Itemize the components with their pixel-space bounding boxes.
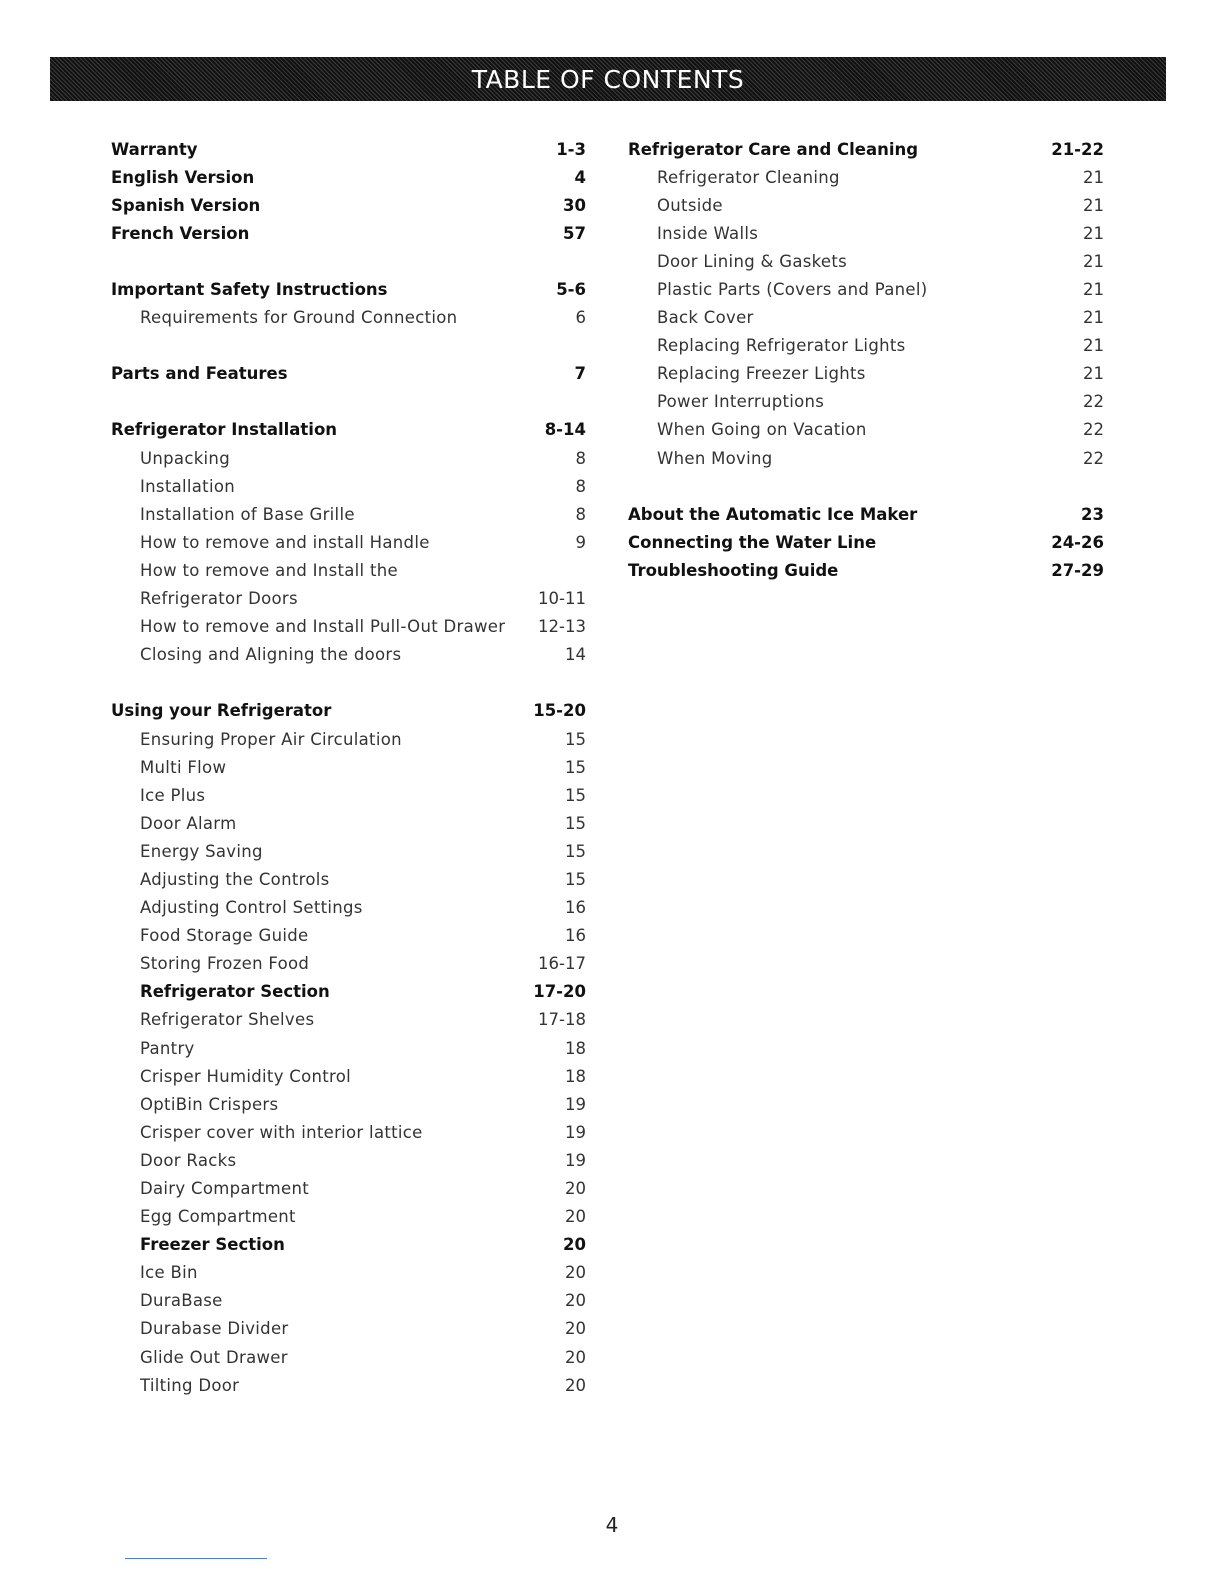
toc-section-entry [111,163,586,191]
toc-entry-title: Tilting Door [140,1375,240,1395]
toc-subentry [111,1174,586,1202]
toc-section-entry [628,528,1104,556]
toc-entry-page: 8 [575,476,586,496]
toc-subentry [111,950,586,978]
toc-entry-page: 18 [565,1066,586,1086]
toc-section-entry [111,135,586,163]
toc-entry-page: 7 [574,364,586,384]
toc-entry-title: Plastic Parts (Covers and Panel) [657,280,928,300]
toc-entry-page: 15 [565,785,586,805]
toc-entry-title: Ice Bin [140,1263,198,1283]
toc-subentry [111,753,586,781]
toc-entry-title: Energy Saving [140,841,263,861]
toc-entry-page: 19 [565,1094,586,1114]
toc-entry-page: 8-14 [544,420,586,440]
toc-entry-page: 24-26 [1051,532,1104,552]
page-number: 4 [605,1513,619,1537]
toc-entry-page: 15-20 [533,701,586,721]
toc-entry-title: Ensuring Proper Air Circulation [140,729,402,749]
toc-entry-title: Connecting the Water Line [628,532,877,552]
toc-subentry [628,191,1104,219]
toc-entry-page: 21 [1083,167,1104,187]
toc-entry-title: English Version [111,167,255,187]
toc-subentry [111,1287,586,1315]
toc-entry-title: Back Cover [657,308,754,328]
toc-entry-page: 8 [575,504,586,524]
toc-entry-page: 16 [565,926,586,946]
toc-entry-page: 6 [575,308,586,328]
toc-entry-page: 15 [565,869,586,889]
toc-subentry [628,444,1104,472]
toc-subentry [111,1090,586,1118]
toc-subentry [111,641,586,669]
toc-subentry [111,1006,586,1034]
toc-subentry [111,781,586,809]
toc-entry-title: When Going on Vacation [657,420,867,440]
toc-subentry [111,1259,586,1287]
toc-entry-page: 22 [1083,448,1104,468]
toc-subentry [111,1343,586,1371]
toc-entry-page: 30 [563,195,586,215]
toc-entry-title: Ice Plus [140,785,206,805]
toc-entry-page: 21 [1083,223,1104,243]
toc-entry-title: Durabase Divider [140,1319,289,1339]
toc-entry-title: About the Automatic Ice Maker [628,504,918,524]
toc-entry-title: Requirements for Ground Connection [140,308,458,328]
toc-entry-title: Replacing Freezer Lights [657,364,866,384]
toc-section-entry [628,556,1104,584]
toc-subentry [628,332,1104,360]
toc-entry-title: Storing Frozen Food [140,954,310,974]
toc-section-entry [111,219,586,247]
toc-subentry [111,1034,586,1062]
toc-section-entry [111,275,586,303]
toc-entry-page: 20 [565,1291,586,1311]
toc-entry-page: 19 [565,1150,586,1170]
toc-entry-title: Refrigerator Installation [111,420,338,440]
toc-spacer [628,472,1104,500]
toc-entry-page: 21 [1083,251,1104,271]
toc-entry-title: Adjusting the Controls [140,869,330,889]
toc-entry-page: 22 [1083,392,1104,412]
toc-entry-page: 20 [565,1375,586,1395]
toc-entry-title: Egg Compartment [140,1207,296,1227]
toc-entry-title: Crisper Humidity Control [140,1066,352,1086]
toc-entry-title: Warranty [111,139,198,159]
toc-subentry [628,275,1104,303]
toc-entry-title: Door Alarm [140,813,237,833]
toc-entry-page: 20 [563,1235,586,1255]
toc-entry-title: Refrigerator Cleaning [657,167,840,187]
toc-subentry [628,388,1104,416]
toc-entry-page: 17-20 [533,982,586,1002]
toc-entry-title: Dairy Compartment [140,1179,309,1199]
toc-subentry [111,1315,586,1343]
toc-right-column [628,135,1104,585]
toc-entry-title: Refrigerator Doors [140,589,298,609]
toc-entry-title: Glide Out Drawer [140,1347,288,1367]
toc-subentry [111,528,586,556]
toc-entry-page: 21 [1083,364,1104,384]
toc-subentry [111,444,586,472]
toc-entry-title: Installation [140,476,235,496]
toc-entry-title: Pantry [140,1038,195,1058]
toc-subsection-heading [111,1231,586,1259]
toc-section-entry [111,191,586,219]
toc-entry-page: 10-11 [538,589,586,609]
toc-spacer [111,247,586,275]
toc-entry-title: Adjusting Control Settings [140,898,363,918]
toc-entry-title: OptiBin Crispers [140,1094,279,1114]
toc-subentry [111,613,586,641]
toc-subentry [111,894,586,922]
toc-entry-page: 20 [565,1179,586,1199]
toc-entry-page: 15 [565,729,586,749]
toc-section-entry [111,360,586,388]
toc-entry-title: Inside Walls [657,223,759,243]
toc-subentry [111,837,586,865]
toc-entry-title: Replacing Refrigerator Lights [657,336,906,356]
toc-entry-title: Outside [657,195,723,215]
toc-entry-title: Crisper cover with interior lattice [140,1122,423,1142]
toc-section-entry [628,135,1104,163]
toc-entry-page: 8 [575,448,586,468]
toc-subentry [111,1118,586,1146]
toc-entry-page: 20 [565,1319,586,1339]
toc-subentry [111,1203,586,1231]
toc-subentry [111,472,586,500]
toc-entry-title: Closing and Aligning the doors [140,645,402,665]
toc-entry-title: Freezer Section [140,1235,285,1255]
toc-subentry [111,556,586,584]
toc-subentry [111,304,586,332]
toc-spacer [111,669,586,697]
toc-entry-title: DuraBase [140,1291,223,1311]
toc-entry-page: 5-6 [556,280,586,300]
toc-entry-page: 20 [565,1263,586,1283]
toc-entry-page: 23 [1081,504,1104,524]
toc-entry-page: 15 [565,813,586,833]
toc-section-entry [111,416,586,444]
toc-section-entry [111,697,586,725]
toc-entry-page: 16-17 [538,954,586,974]
toc-entry-title: Power Interruptions [657,392,825,412]
toc-banner [50,57,1166,101]
toc-subentry [111,865,586,893]
toc-entry-page: 18 [565,1038,586,1058]
toc-subentry [111,922,586,950]
toc-entry-title: Troubleshooting Guide [628,560,839,580]
toc-entry-page: 27-29 [1051,560,1104,580]
toc-entry-title: Using your Refrigerator [111,701,332,721]
toc-entry-page: 9 [575,532,586,552]
toc-entry-title: French Version [111,223,250,243]
toc-section-entry [628,500,1104,528]
toc-entry-page: 21-22 [1051,139,1104,159]
toc-entry-page: 20 [565,1347,586,1367]
toc-entry-title: Unpacking [140,448,230,468]
toc-entry-page: 1-3 [556,139,586,159]
toc-subentry [628,247,1104,275]
toc-entry-page: 19 [565,1122,586,1142]
toc-entry-page: 12-13 [538,617,586,637]
toc-entry-page: 21 [1083,195,1104,215]
toc-subsection-heading [111,978,586,1006]
toc-subentry [111,1146,586,1174]
toc-entry-title: Door Racks [140,1150,237,1170]
toc-entry-title: Important Safety Instructions [111,280,388,300]
toc-subentry [111,585,586,613]
toc-entry-title: Refrigerator Care and Cleaning [628,139,919,159]
toc-subentry [111,1371,586,1399]
toc-subentry [111,725,586,753]
toc-entry-page: 15 [565,757,586,777]
toc-spacer [111,332,586,360]
toc-subentry [111,1062,586,1090]
toc-entry-title: How to remove and Install Pull-Out Drawer [140,617,506,637]
blue-rule-line [125,1558,267,1559]
toc-entry-title: Door Lining & Gaskets [657,251,848,271]
toc-entry-page: 21 [1083,280,1104,300]
toc-entry-title: Refrigerator Section [140,982,330,1002]
toc-subentry [111,809,586,837]
toc-subentry [628,163,1104,191]
toc-entry-page: 16 [565,898,586,918]
toc-entry-title: When Moving [657,448,773,468]
toc-entry-title: Food Storage Guide [140,926,309,946]
toc-entry-page: 22 [1083,420,1104,440]
toc-subentry [628,416,1104,444]
toc-entry-page: 14 [565,645,586,665]
toc-subentry [628,219,1104,247]
toc-entry-title: Spanish Version [111,195,261,215]
toc-spacer [111,388,586,416]
toc-entry-page: 20 [565,1207,586,1227]
toc-entry-page: 17-18 [538,1010,586,1030]
toc-entry-page: 15 [565,841,586,861]
toc-entry-page: 21 [1083,336,1104,356]
toc-left-column [111,135,586,1399]
toc-subentry [628,360,1104,388]
toc-entry-page: 21 [1083,308,1104,328]
toc-entry-title: Multi Flow [140,757,227,777]
toc-subentry [111,500,586,528]
toc-entry-title: How to remove and Install the [140,560,398,580]
toc-entry-page: 57 [563,223,586,243]
toc-entry-title: Parts and Features [111,364,288,384]
page-title: TABLE OF CONTENTS [471,64,745,94]
toc-subentry [628,304,1104,332]
toc-entry-title: How to remove and install Handle [140,532,430,552]
toc-entry-page: 4 [574,167,586,187]
toc-entry-title: Installation of Base Grille [140,504,355,524]
toc-entry-title: Refrigerator Shelves [140,1010,315,1030]
